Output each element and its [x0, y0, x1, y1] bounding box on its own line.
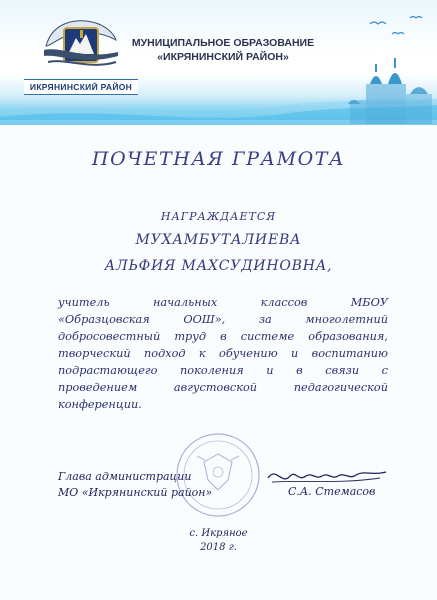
- issue-year: 2018 г.: [200, 542, 237, 553]
- description-line-3: добросовестный труд в системе образования,: [58, 330, 388, 343]
- municipality-line-1: МУНИЦИПАЛЬНОЕ ОБРАЗОВАНИЕ: [131, 37, 315, 49]
- issue-place: с. Икряное: [189, 528, 248, 539]
- description-line-7: конференции.: [58, 398, 142, 411]
- position-line-2: МО «Икрянинский район»: [58, 486, 213, 499]
- description-line-4: творческий подход к обучению и воспитанию: [58, 347, 388, 360]
- description-line-6: проведением августовской педагогической: [58, 381, 388, 394]
- certificate-title: ПОЧЕТНАЯ ГРАМОТА: [91, 148, 346, 170]
- description-line-2: «Образцовская ООШ», за многолетний: [58, 313, 388, 326]
- recipient-given-names: АЛЬФИЯ МАХСУДИНОВНА,: [104, 258, 333, 274]
- header-band: [0, 0, 437, 120]
- awarded-label: НАГРАЖДАЕТСЯ: [160, 210, 277, 223]
- award-description: [58, 294, 388, 413]
- municipality-line-2: «ИКРЯНИНСКИЙ РАЙОН»: [157, 51, 289, 63]
- position-line-1: Глава администрации: [58, 470, 192, 483]
- district-emblem-icon: [42, 16, 120, 74]
- signatory-position: [58, 469, 258, 501]
- description-line-1: учитель начальных классов МБОУ: [58, 296, 388, 309]
- church-skyline-icon: [344, 44, 437, 124]
- signatory-name: С.А. Стемасов: [288, 485, 376, 498]
- issue-place-date: [0, 527, 437, 555]
- recipient-surname: МУХАМБУТАЛИЕВА: [135, 232, 302, 248]
- description-line-5: подрастающего поколения и в связи с: [58, 364, 388, 377]
- emblem-ribbon: ИКРЯНИНСКИЙ РАЙОН: [24, 79, 138, 95]
- municipality-title: [118, 36, 328, 64]
